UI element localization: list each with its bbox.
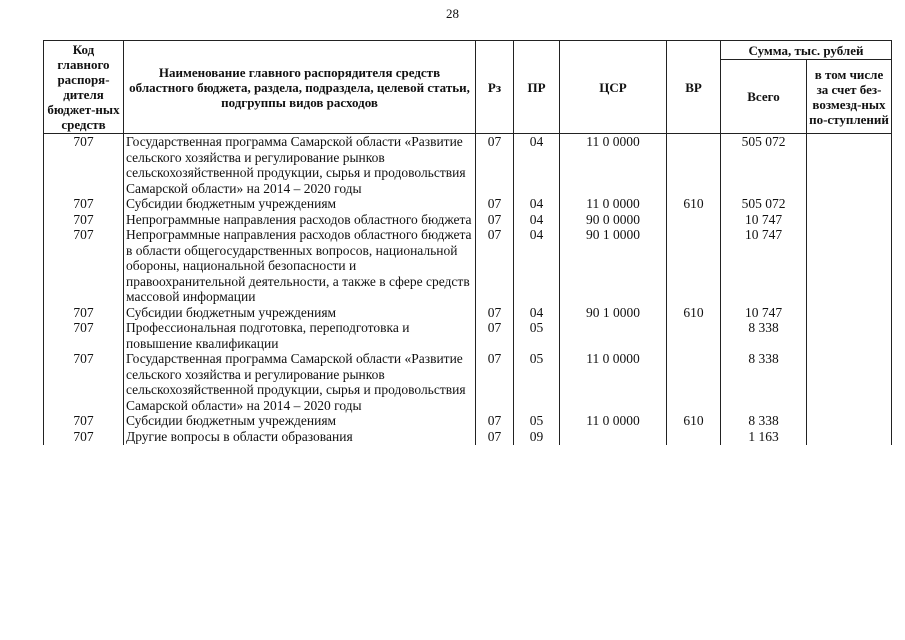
row-vr — [667, 429, 721, 445]
header-grants: в том числе за счет без-возмезд-ных по-ступлений — [807, 60, 892, 134]
row-csr: 90 1 0000 — [560, 305, 667, 321]
row-grants — [807, 320, 892, 351]
row-pr: 04 — [514, 212, 560, 228]
row-pr: 05 — [514, 351, 560, 413]
table-row — [44, 134, 892, 197]
row-total: 10 747 — [721, 227, 807, 305]
row-pr: 05 — [514, 320, 560, 351]
row-rz: 07 — [476, 413, 514, 429]
row-vr — [667, 320, 721, 351]
row-name: Субсидии бюджетным учреждениям — [124, 196, 476, 212]
row-grants — [807, 413, 892, 429]
row-vr: 610 — [667, 413, 721, 429]
row-code: 707 — [44, 196, 124, 212]
row-grants — [807, 212, 892, 228]
row-csr: 11 0 0000 — [560, 134, 667, 197]
row-rz: 07 — [476, 320, 514, 351]
table-row — [44, 429, 892, 445]
row-code: 707 — [44, 413, 124, 429]
row-code: 707 — [44, 305, 124, 321]
row-pr: 04 — [514, 196, 560, 212]
header-total: Всего — [721, 60, 807, 134]
row-code: 707 — [44, 227, 124, 305]
table-row — [44, 351, 892, 413]
table-row — [44, 227, 892, 305]
row-name: Другие вопросы в области образования — [124, 429, 476, 445]
row-code: 707 — [44, 212, 124, 228]
row-code: 707 — [44, 320, 124, 351]
row-vr: 610 — [667, 305, 721, 321]
row-grants — [807, 196, 892, 212]
row-name: Государственная программа Самарской области «Развитие сельского хозяйства и регулирование рынков сельскохозяйственной продукции, сырья и продовольствия Самарской области» на 2014 – 2020 годы — [124, 351, 476, 413]
row-csr: 11 0 0000 — [560, 413, 667, 429]
row-name: Непрограммные направления расходов областного бюджета — [124, 212, 476, 228]
row-total: 10 747 — [721, 305, 807, 321]
row-rz: 07 — [476, 134, 514, 197]
row-vr — [667, 351, 721, 413]
row-total: 8 338 — [721, 413, 807, 429]
row-total: 10 747 — [721, 212, 807, 228]
table-row — [44, 212, 892, 228]
table-row — [44, 320, 892, 351]
row-code: 707 — [44, 351, 124, 413]
header-vr: ВР — [667, 41, 721, 134]
row-pr: 09 — [514, 429, 560, 445]
row-pr: 04 — [514, 134, 560, 197]
row-rz: 07 — [476, 196, 514, 212]
header-pr: ПР — [514, 41, 560, 134]
row-vr — [667, 212, 721, 228]
row-name: Субсидии бюджетным учреждениям — [124, 305, 476, 321]
header-sum-group: Сумма, тыс. рублей — [721, 41, 892, 60]
row-rz: 07 — [476, 351, 514, 413]
row-rz: 07 — [476, 429, 514, 445]
row-csr: 90 1 0000 — [560, 227, 667, 305]
row-total: 1 163 — [721, 429, 807, 445]
budget-table — [43, 40, 892, 445]
header-name: Наименование главного распорядителя средств областного бюджета, раздела, подраздела, целевой статьи, подгруппы видов расходов — [124, 41, 476, 134]
row-grants — [807, 134, 892, 197]
row-pr: 04 — [514, 227, 560, 305]
row-name: Государственная программа Самарской области «Развитие сельского хозяйства и регулирование рынков сельскохозяйственной продукции, сырья и продовольствия Самарской области» на 2014 – 2020 годы — [124, 134, 476, 197]
row-grants — [807, 351, 892, 413]
row-csr: 11 0 0000 — [560, 196, 667, 212]
row-code: 707 — [44, 429, 124, 445]
row-grants — [807, 429, 892, 445]
table-row — [44, 413, 892, 429]
row-vr — [667, 227, 721, 305]
row-csr: 90 0 0000 — [560, 212, 667, 228]
row-total: 505 072 — [721, 196, 807, 212]
row-name: Непрограммные направления расходов областного бюджета в области общегосударственных вопросов, национальной обороны, национальной безопасности и правоохранительной деятельности, а также в сфере средств массовой информации — [124, 227, 476, 305]
row-total: 8 338 — [721, 351, 807, 413]
row-vr: 610 — [667, 196, 721, 212]
page-number: 28 — [446, 6, 459, 21]
header-rz: Рз — [476, 41, 514, 134]
row-csr — [560, 320, 667, 351]
row-pr: 04 — [514, 305, 560, 321]
row-csr: 11 0 0000 — [560, 351, 667, 413]
row-grants — [807, 305, 892, 321]
table-row — [44, 196, 892, 212]
row-total: 8 338 — [721, 320, 807, 351]
row-pr: 05 — [514, 413, 560, 429]
row-grants — [807, 227, 892, 305]
header-csr: ЦСР — [560, 41, 667, 134]
row-csr — [560, 429, 667, 445]
row-name: Профессиональная подготовка, переподготовка и повышение квалификации — [124, 320, 476, 351]
row-name: Субсидии бюджетным учреждениям — [124, 413, 476, 429]
header-code: Код главного распоря-дителя бюджет-ных средств — [44, 41, 124, 134]
row-vr — [667, 134, 721, 197]
row-code: 707 — [44, 134, 124, 197]
table-body — [44, 134, 892, 445]
row-rz: 07 — [476, 305, 514, 321]
row-rz: 07 — [476, 212, 514, 228]
table-row — [44, 305, 892, 321]
row-rz: 07 — [476, 227, 514, 305]
row-total: 505 072 — [721, 134, 807, 197]
